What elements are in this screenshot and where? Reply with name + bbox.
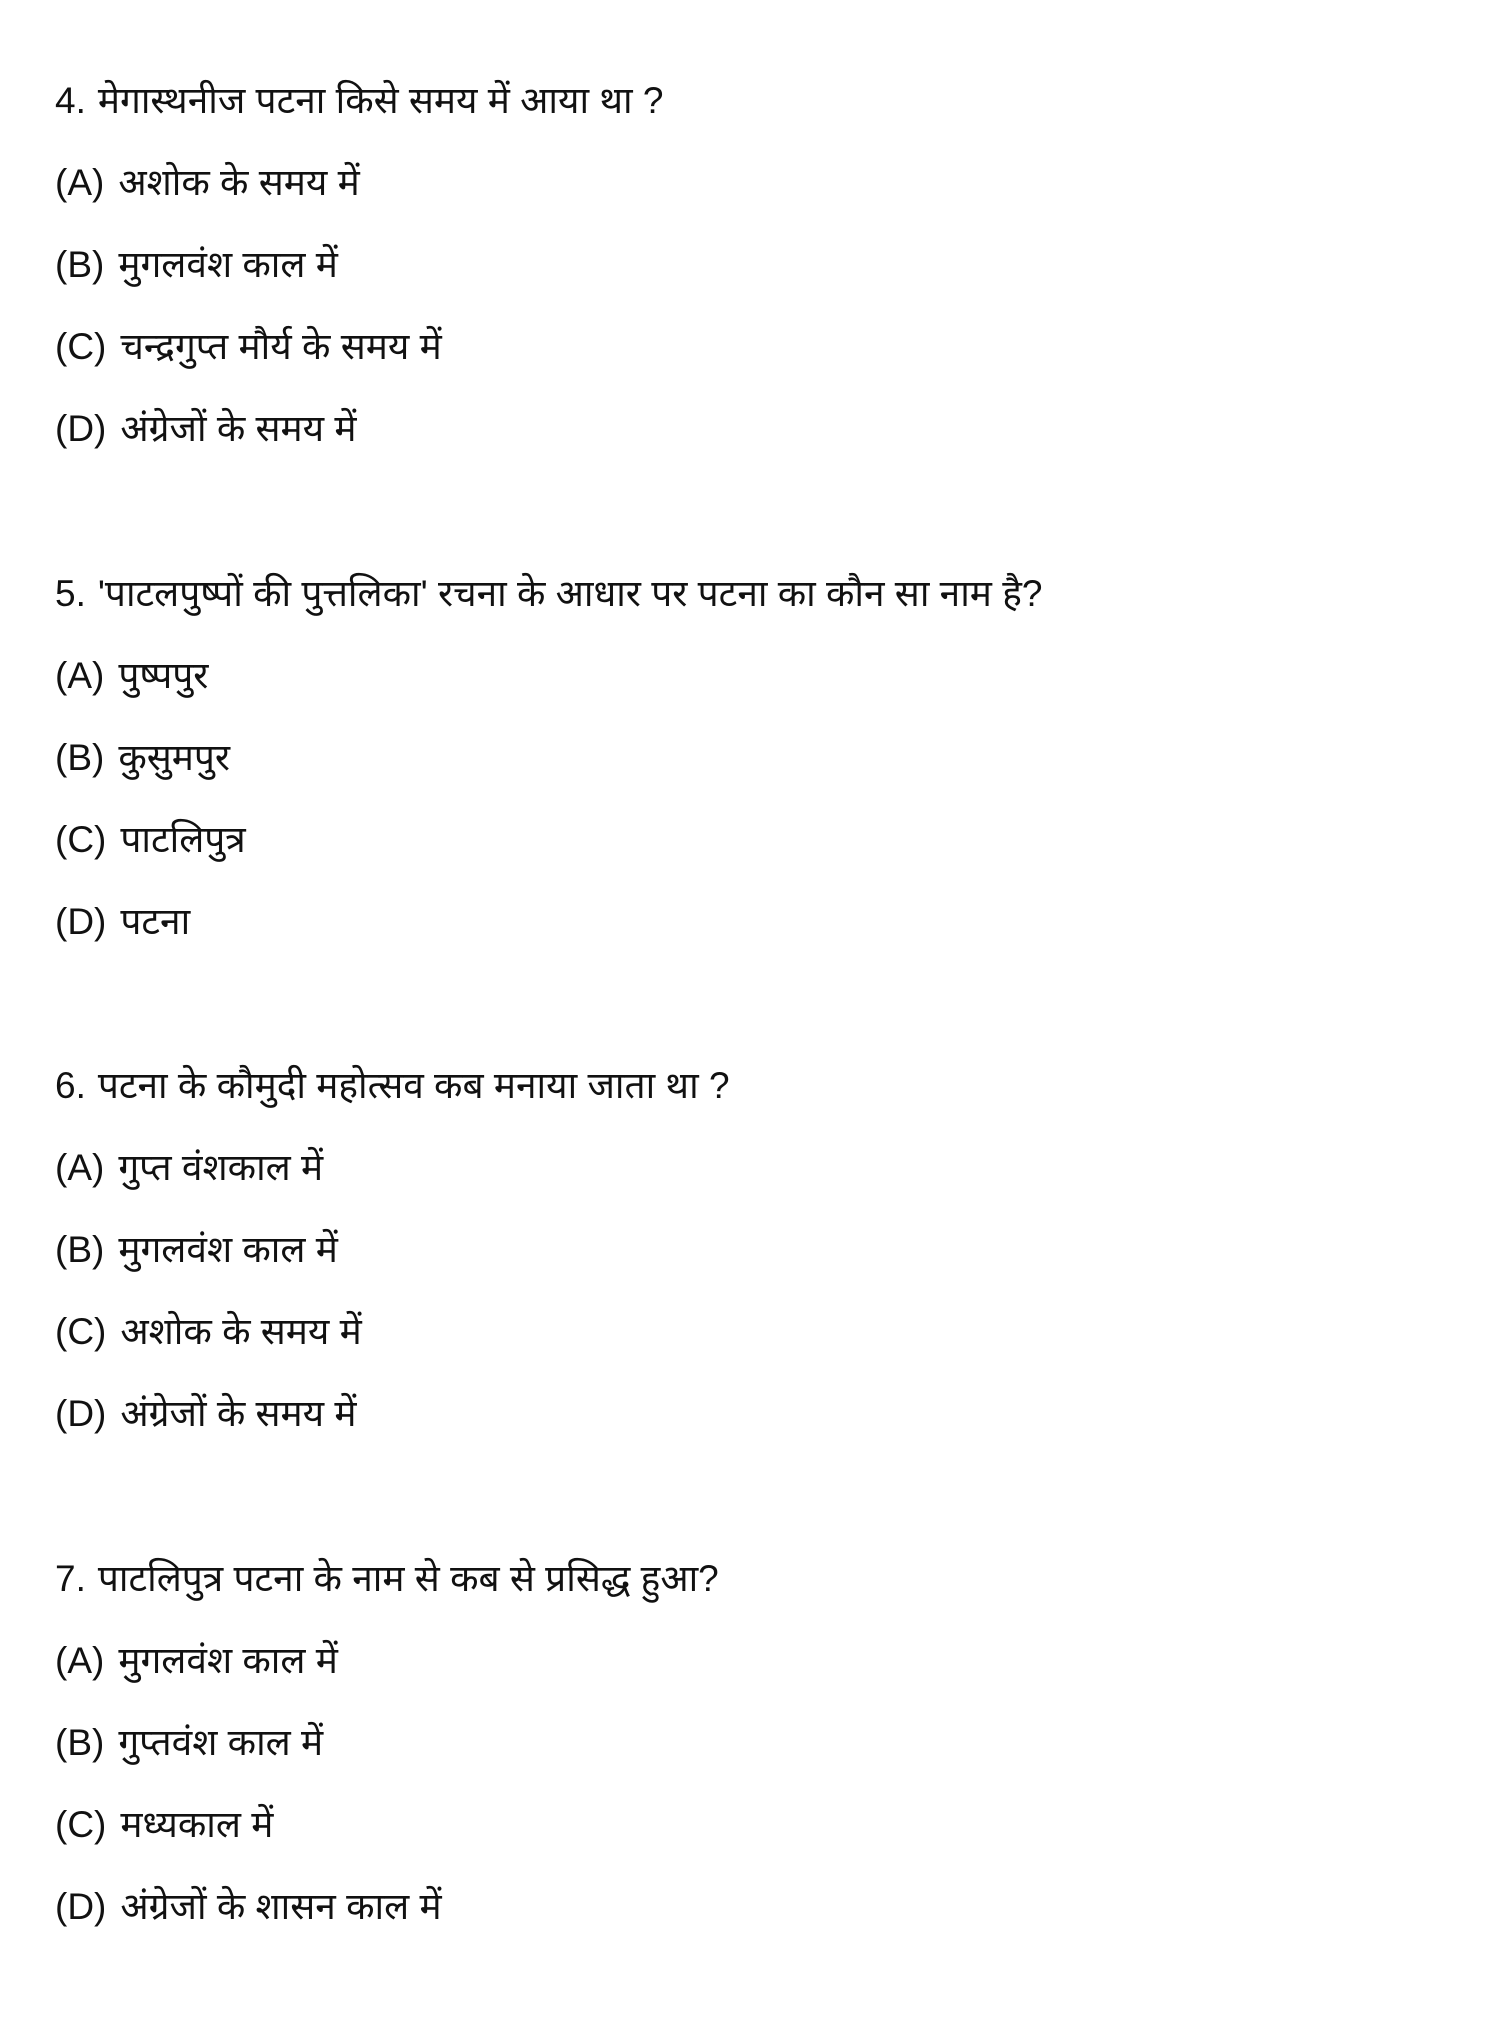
option-label: (D) [55, 1393, 107, 1434]
option-a [55, 159, 360, 207]
option-label: (C) [55, 326, 107, 367]
option-b [55, 241, 338, 289]
option-text: गुप्त वंशकाल में [118, 1147, 324, 1188]
option-label: (B) [55, 244, 105, 285]
question-text: पटना के कौमुदी महोत्सव कब मनाया जाता था ? [97, 1065, 730, 1106]
option-label: (C) [55, 1804, 107, 1845]
option-text: मुगलवंश काल में [118, 1229, 338, 1270]
option-label: (B) [55, 737, 105, 778]
option-b [55, 734, 230, 782]
option-text: पटना [120, 901, 191, 942]
option-c [55, 1801, 273, 1849]
option-text: मुगलवंश काल में [118, 1640, 338, 1681]
option-label: (D) [55, 1886, 107, 1927]
option-label: (B) [55, 1229, 105, 1270]
question-text: मेगास्थनीज पटना किसे समय में आया था ? [97, 80, 664, 121]
option-label: (D) [55, 901, 107, 942]
option-label: (A) [55, 1640, 105, 1681]
question-3 [55, 1062, 730, 1110]
option-text: गुप्तवंश काल में [118, 1722, 324, 1763]
question-4 [55, 1555, 719, 1603]
option-a [55, 1144, 323, 1192]
question-number: 6. [55, 1065, 86, 1106]
question-number: 7. [55, 1558, 86, 1599]
option-text: मध्यकाल में [120, 1804, 274, 1845]
option-text: अशोक के समय में [118, 162, 360, 203]
option-a [55, 652, 208, 700]
option-d [55, 405, 357, 453]
option-text: अंग्रेजों के समय में [120, 408, 357, 449]
option-a [55, 1637, 338, 1685]
option-label: (D) [55, 408, 107, 449]
question-text: पाटलिपुत्र पटना के नाम से कब से प्रसिद्ध हुआ? [97, 1558, 719, 1599]
option-text: अशोक के समय में [120, 1311, 362, 1352]
option-b [55, 1226, 338, 1274]
question-2 [55, 570, 1042, 618]
option-text: पुष्पपुर [118, 655, 209, 696]
option-c [55, 816, 246, 864]
option-d [55, 1390, 357, 1438]
option-d [55, 898, 190, 946]
option-label: (C) [55, 819, 107, 860]
option-label: (A) [55, 655, 105, 696]
option-b [55, 1719, 323, 1767]
option-c [55, 1308, 362, 1356]
option-label: (B) [55, 1722, 105, 1763]
option-text: अंग्रेजों के समय में [120, 1393, 357, 1434]
option-c [55, 323, 442, 371]
question-number: 4. [55, 80, 86, 121]
question-number: 5. [55, 573, 86, 614]
option-text: अंग्रेजों के शासन काल में [120, 1886, 442, 1927]
question-1 [55, 77, 663, 125]
question-text: 'पाटलपुष्पों की पुत्तलिका' रचना के आधार पर पटना का कौन सा नाम है? [97, 573, 1043, 614]
option-label: (C) [55, 1311, 107, 1352]
option-label: (A) [55, 162, 105, 203]
option-text: मुगलवंश काल में [118, 244, 338, 285]
option-label: (A) [55, 1147, 105, 1188]
option-text: पाटलिपुत्र [120, 819, 246, 860]
option-text: चन्द्रगुप्त मौर्य के समय में [120, 326, 442, 367]
option-d [55, 1883, 442, 1931]
option-text: कुसुमपुर [118, 737, 231, 778]
